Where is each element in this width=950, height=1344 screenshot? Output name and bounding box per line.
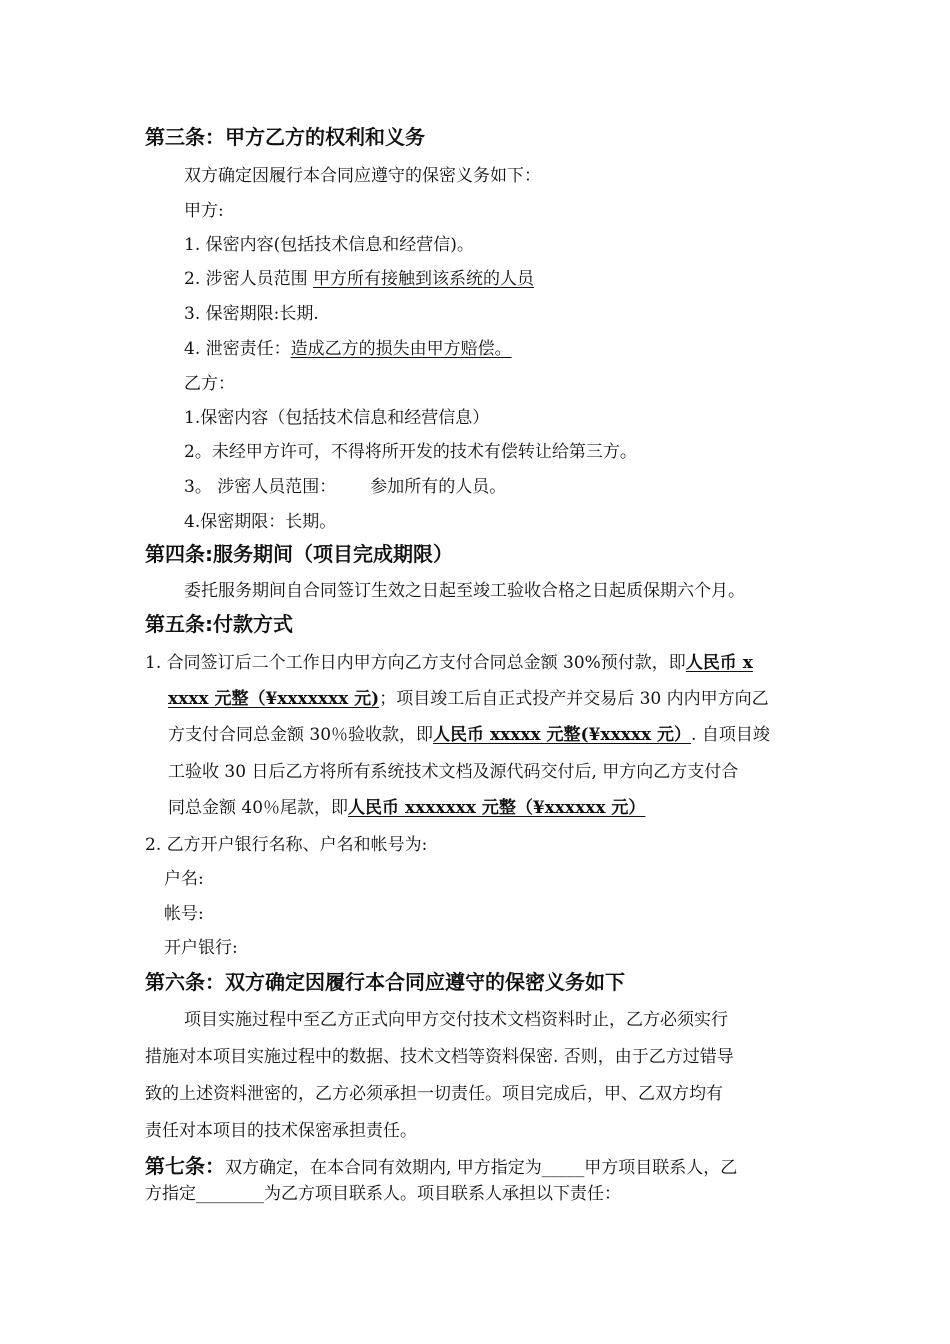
payment-line-5-text: 同总金额 40％尾款，即 bbox=[168, 798, 349, 818]
article-7-line-1-text: 双方确定，在本合同有效期内, 甲方指定为_____甲方项目联系人，乙 bbox=[225, 1158, 738, 1178]
party-a-item-2-label: 2. 涉密人员范围 bbox=[184, 269, 314, 289]
article-6-line-1: 项目实施过程中至乙方正式向甲方交付技术文档资料时止，乙方必须实行 bbox=[184, 1010, 728, 1030]
bank-name-label: 开户银行: bbox=[164, 938, 238, 958]
article-3-intro: 双方确定因履行本合同应遵守的保密义务如下： bbox=[184, 166, 541, 186]
payment-line-1 bbox=[145, 652, 753, 674]
party-a-item-3: 3. 保密期限:长期. bbox=[184, 304, 319, 324]
article-7-line-2: 方指定________为乙方项目联系人。项目联系人承担以下责任： bbox=[145, 1184, 621, 1204]
party-a-label: 甲方: bbox=[184, 201, 224, 221]
party-a-item-2 bbox=[184, 268, 534, 290]
party-a-item-4-label: 4. 泄密责任： bbox=[184, 339, 291, 359]
article-6-title: 第六条：双方确定因履行本合同应遵守的保密义务如下 bbox=[145, 970, 625, 994]
party-b-item-1: 1.保密内容（包括技术信息和经营信息） bbox=[184, 408, 490, 428]
article-4-body: 委托服务期间自合同签订生效之日起至竣工验收合格之日起质保期六个月。 bbox=[184, 581, 745, 601]
party-b-label: 乙方： bbox=[184, 374, 235, 394]
payment-line-3-text: 方支付合同总金额 30％验收款，即 bbox=[168, 725, 434, 745]
party-b-item-4: 4.保密期限：长期。 bbox=[184, 512, 337, 532]
party-a-item-4 bbox=[184, 338, 512, 360]
bank-info-heading: 2. 乙方开户银行名称、户名和帐号为: bbox=[145, 835, 428, 855]
article-6-line-2: 措施对本项目实施过程中的数据、技术文档等资料保密. 否则，由于乙方过错导 bbox=[145, 1047, 734, 1067]
article-7-line-1 bbox=[145, 1155, 737, 1179]
account-number-label: 帐号: bbox=[164, 904, 204, 924]
article-3-title: 第三条：甲方乙方的权利和义务 bbox=[145, 125, 425, 149]
party-a-item-4-value: 造成乙方的损失由甲方赔偿。 bbox=[290, 339, 512, 359]
payment-line-3 bbox=[168, 724, 770, 746]
payment-line-1-text: 1. 合同签订后二个工作日内甲方向乙方支付合同总金额 30%预付款，即 bbox=[145, 653, 686, 673]
payment-line-4: 工验收 30 日后乙方将所有系统技术文档及源代码交付后, 甲方向乙方支付合 bbox=[168, 762, 739, 782]
article-6-line-4: 责任对本项目的技术保密承担责任。 bbox=[145, 1121, 417, 1141]
article-7-title: 第七条： bbox=[145, 1154, 225, 1178]
party-a-item-2-value: 甲方所有接触到该系统的人员 bbox=[313, 269, 535, 289]
article-6-line-3: 致的上述资料泄密的，乙方必须承担一切责任。项目完成后，甲、乙双方均有 bbox=[145, 1084, 723, 1104]
article-5-title: 第五条:付款方式 bbox=[145, 612, 293, 636]
article-4-title: 第四条:服务期间（项目完成期限） bbox=[145, 542, 453, 566]
party-b-item-2: 2。未经甲方许可，不得将所开发的技术有偿转让给第三方。 bbox=[184, 442, 637, 462]
payment-line-5 bbox=[168, 797, 645, 819]
advance-amount: 人民币 x bbox=[685, 653, 753, 673]
party-b-item-3-value: 参加所有的人员。 bbox=[370, 477, 507, 497]
party-a-item-1: 1. 保密内容(包括技术信息和经营信)。 bbox=[184, 235, 474, 255]
payment-line-2-text: ；项目竣工后自正式投产并交易后 30 内内甲方向乙 bbox=[379, 689, 769, 709]
payment-line-3-tail: . 自项目竣 bbox=[691, 725, 770, 745]
final-amount: 人民币 xxxxxxx 元整（¥xxxxxx 元） bbox=[348, 798, 646, 818]
acceptance-amount: 人民币 xxxxx 元整(¥xxxxx 元） bbox=[433, 725, 692, 745]
party-b-item-3-label: 3。 涉密人员范围： bbox=[184, 477, 337, 497]
party-b-item-3 bbox=[184, 476, 506, 498]
account-name-label: 户名: bbox=[164, 869, 204, 889]
advance-amount-cont: xxxx 元整（¥xxxxxxx 元) bbox=[168, 689, 380, 709]
payment-line-2 bbox=[168, 688, 769, 710]
